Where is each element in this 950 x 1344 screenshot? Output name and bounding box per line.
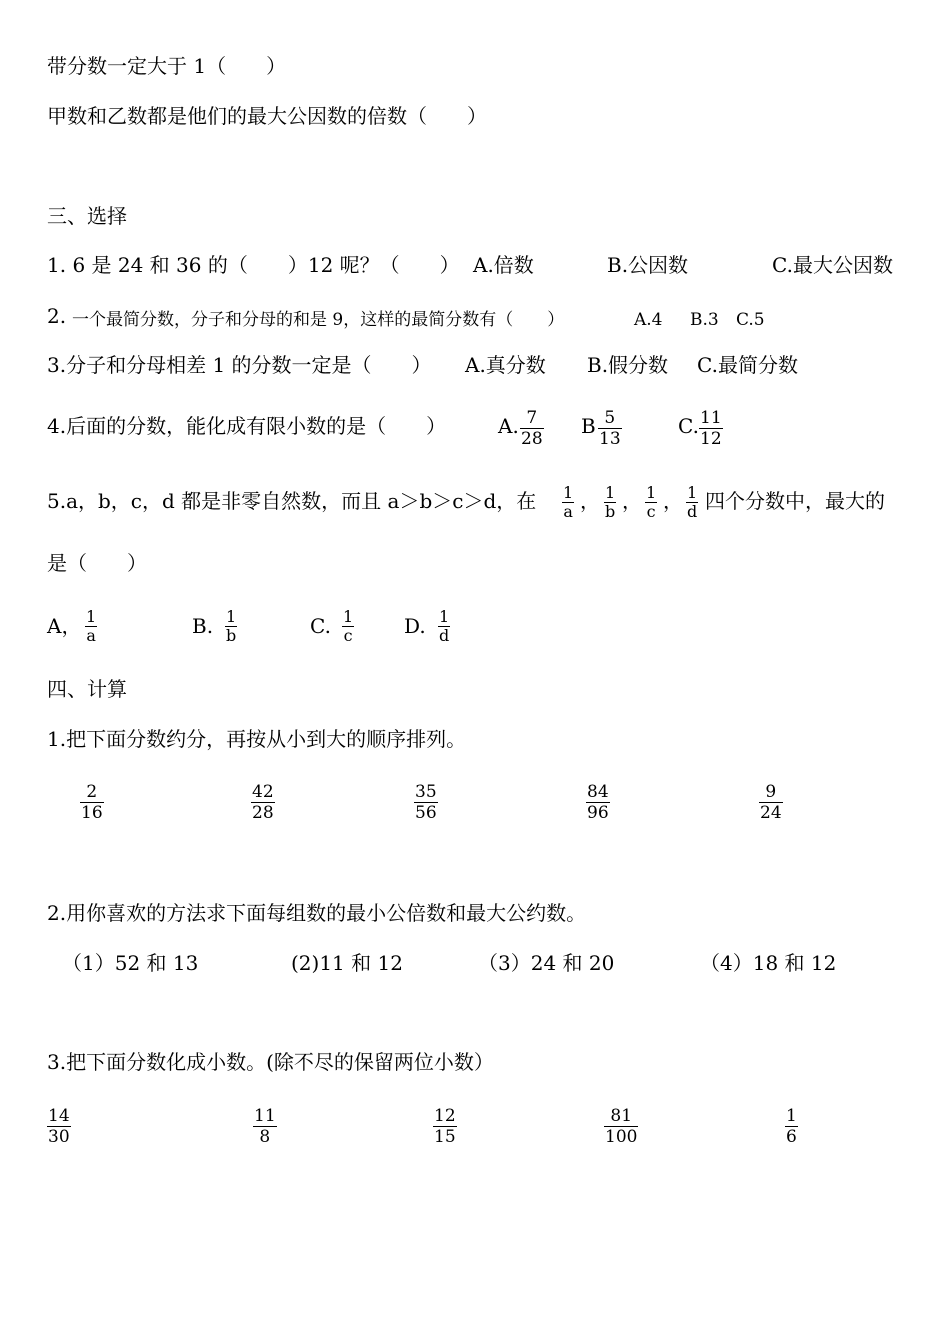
denominator: 12 — [700, 429, 722, 449]
choice-q5-option-c-label: C. — [310, 614, 331, 638]
denominator: b — [605, 502, 616, 521]
choice-q4-option-c-fraction — [699, 408, 723, 449]
calc-q2-text: 2.用你喜欢的方法求下面每组数的最小公倍数和最大公约数。 — [47, 901, 587, 925]
denominator: 100 — [605, 1127, 638, 1147]
numerator: 11 — [254, 1106, 276, 1126]
numerator: 1 — [343, 607, 354, 626]
separator: ， — [580, 489, 600, 513]
numerator: 1 — [563, 483, 574, 502]
choice-q5-fraction-b — [604, 484, 616, 521]
separator: ， — [663, 489, 683, 513]
calc-q3-fraction — [604, 1106, 638, 1147]
numerator: 9 — [765, 782, 777, 802]
denominator: a — [563, 502, 573, 521]
calc-q3-fraction — [433, 1106, 457, 1147]
numerator: 5 — [604, 408, 616, 428]
denominator: 16 — [81, 803, 103, 823]
judge-item-4: 带分数一定大于 1（ ） — [47, 54, 287, 78]
choice-q5-option-b-fraction — [225, 608, 237, 645]
choice-q5-fraction-a — [562, 484, 574, 521]
choice-q4-option-b-fraction — [598, 408, 622, 449]
choice-q2-number: 2. — [47, 304, 67, 328]
choice-q5-option-d-label: D. — [404, 614, 426, 638]
denominator: 28 — [252, 803, 274, 823]
numerator: 1 — [646, 483, 657, 502]
choice-q3-option-a: A.真分数 — [465, 353, 546, 377]
calc-q1-fraction — [251, 782, 275, 823]
choice-q5-text-3: 是（ ） — [47, 551, 147, 575]
numerator: 35 — [415, 782, 437, 802]
choice-q2-option-a: A.4 — [634, 310, 663, 330]
separator: ， — [622, 489, 642, 513]
choice-q5-text-1: 5.a，b，c，d 都是非零自然数，而且 a＞b＞c＞d，在 — [47, 489, 537, 513]
numerator: 1 — [439, 607, 450, 626]
denominator: a — [86, 626, 96, 645]
denominator: c — [343, 626, 353, 645]
choice-q1-option-c: C.最大公因数 — [772, 253, 893, 277]
choice-q3-text: 3.分子和分母相差 1 的分数一定是（ ） — [47, 353, 432, 377]
denominator: c — [646, 502, 656, 521]
numerator: 7 — [526, 408, 538, 428]
denominator: d — [439, 626, 450, 645]
section-title-calc: 四、计算 — [47, 677, 127, 701]
calc-q2-item: （4）18 和 12 — [700, 951, 837, 975]
calc-q2-item: （1）52 和 13 — [62, 951, 199, 975]
numerator: 42 — [252, 782, 274, 802]
denominator: b — [226, 626, 237, 645]
choice-q4-option-a-fraction — [520, 408, 544, 449]
choice-q5-option-a-label: A， — [47, 614, 82, 638]
choice-q2-option-b: B.3 — [690, 310, 719, 330]
calc-q3-fraction — [785, 1106, 798, 1147]
calc-q2-item: （3）24 和 20 — [478, 951, 615, 975]
numerator: 84 — [587, 782, 609, 802]
choice-q5-fraction-d — [686, 484, 698, 521]
denominator: d — [687, 502, 698, 521]
denominator: 24 — [760, 803, 782, 823]
calc-q3-fraction — [253, 1106, 277, 1147]
judge-item-5: 甲数和乙数都是他们的最大公因数的倍数（ ） — [47, 104, 487, 128]
choice-q4-option-b-label: B — [581, 414, 596, 438]
denominator: 28 — [521, 429, 543, 449]
calc-q1-text: 1.把下面分数约分，再按从小到大的顺序排列。 — [47, 727, 467, 751]
numerator: 1 — [226, 607, 237, 626]
denominator: 13 — [599, 429, 621, 449]
denominator: 56 — [415, 803, 437, 823]
denominator: 15 — [434, 1127, 456, 1147]
choice-q5-fraction-c — [645, 484, 657, 521]
choice-q3-option-c: C.最简分数 — [697, 353, 798, 377]
choice-q4-option-c-label: C. — [678, 414, 699, 438]
choice-q5-option-b-label: B. — [192, 614, 214, 638]
calc-q1-fraction — [759, 782, 783, 823]
choice-q5-option-c-fraction — [342, 608, 354, 645]
choice-q1-option-b: B.公因数 — [607, 253, 689, 277]
denominator: 30 — [48, 1127, 70, 1147]
choice-q2-option-c: C.5 — [736, 310, 765, 330]
numerator: 1 — [605, 483, 616, 502]
choice-q1-option-a: A.倍数 — [473, 253, 534, 277]
choice-q5-option-d-fraction — [438, 608, 450, 645]
numerator: 14 — [48, 1106, 70, 1126]
choice-q1 — [47, 253, 460, 277]
choice-q3-option-b: B.假分数 — [587, 353, 669, 377]
denominator: 96 — [587, 803, 609, 823]
calc-q2-item: (2)11 和 12 — [291, 951, 403, 975]
choice-q2-text: 一个最简分数，分子和分母的和是 9，这样的最简分数有（ ） — [72, 310, 565, 330]
calc-q3-text: 3.把下面分数化成小数。(除不尽的保留两位小数） — [47, 1050, 494, 1074]
choice-q5-option-a-fraction — [85, 608, 97, 645]
choice-q1-text: 1. 6 是 24 和 36 的（ ）12 呢？（ ） — [47, 253, 460, 277]
numerator: 1 — [786, 1106, 797, 1126]
numerator: 11 — [700, 408, 722, 428]
calc-q1-fraction — [80, 782, 104, 823]
section-title-choice: 三、选择 — [47, 204, 127, 228]
numerator: 81 — [610, 1106, 633, 1126]
denominator: 8 — [259, 1127, 271, 1147]
calc-q3-fraction — [47, 1106, 71, 1147]
numerator: 2 — [86, 782, 98, 802]
calc-q1-fraction — [586, 782, 610, 823]
choice-q5-text-2: 四个分数中，最大的 — [705, 489, 885, 513]
numerator: 1 — [86, 607, 97, 626]
choice-q4-text: 4.后面的分数，能化成有限小数的是（ ） — [47, 414, 447, 438]
denominator: 6 — [786, 1127, 797, 1147]
numerator: 12 — [434, 1106, 456, 1126]
numerator: 1 — [687, 483, 698, 502]
choice-q4-option-a-label: A. — [498, 414, 519, 438]
calc-q1-fraction — [414, 782, 438, 823]
